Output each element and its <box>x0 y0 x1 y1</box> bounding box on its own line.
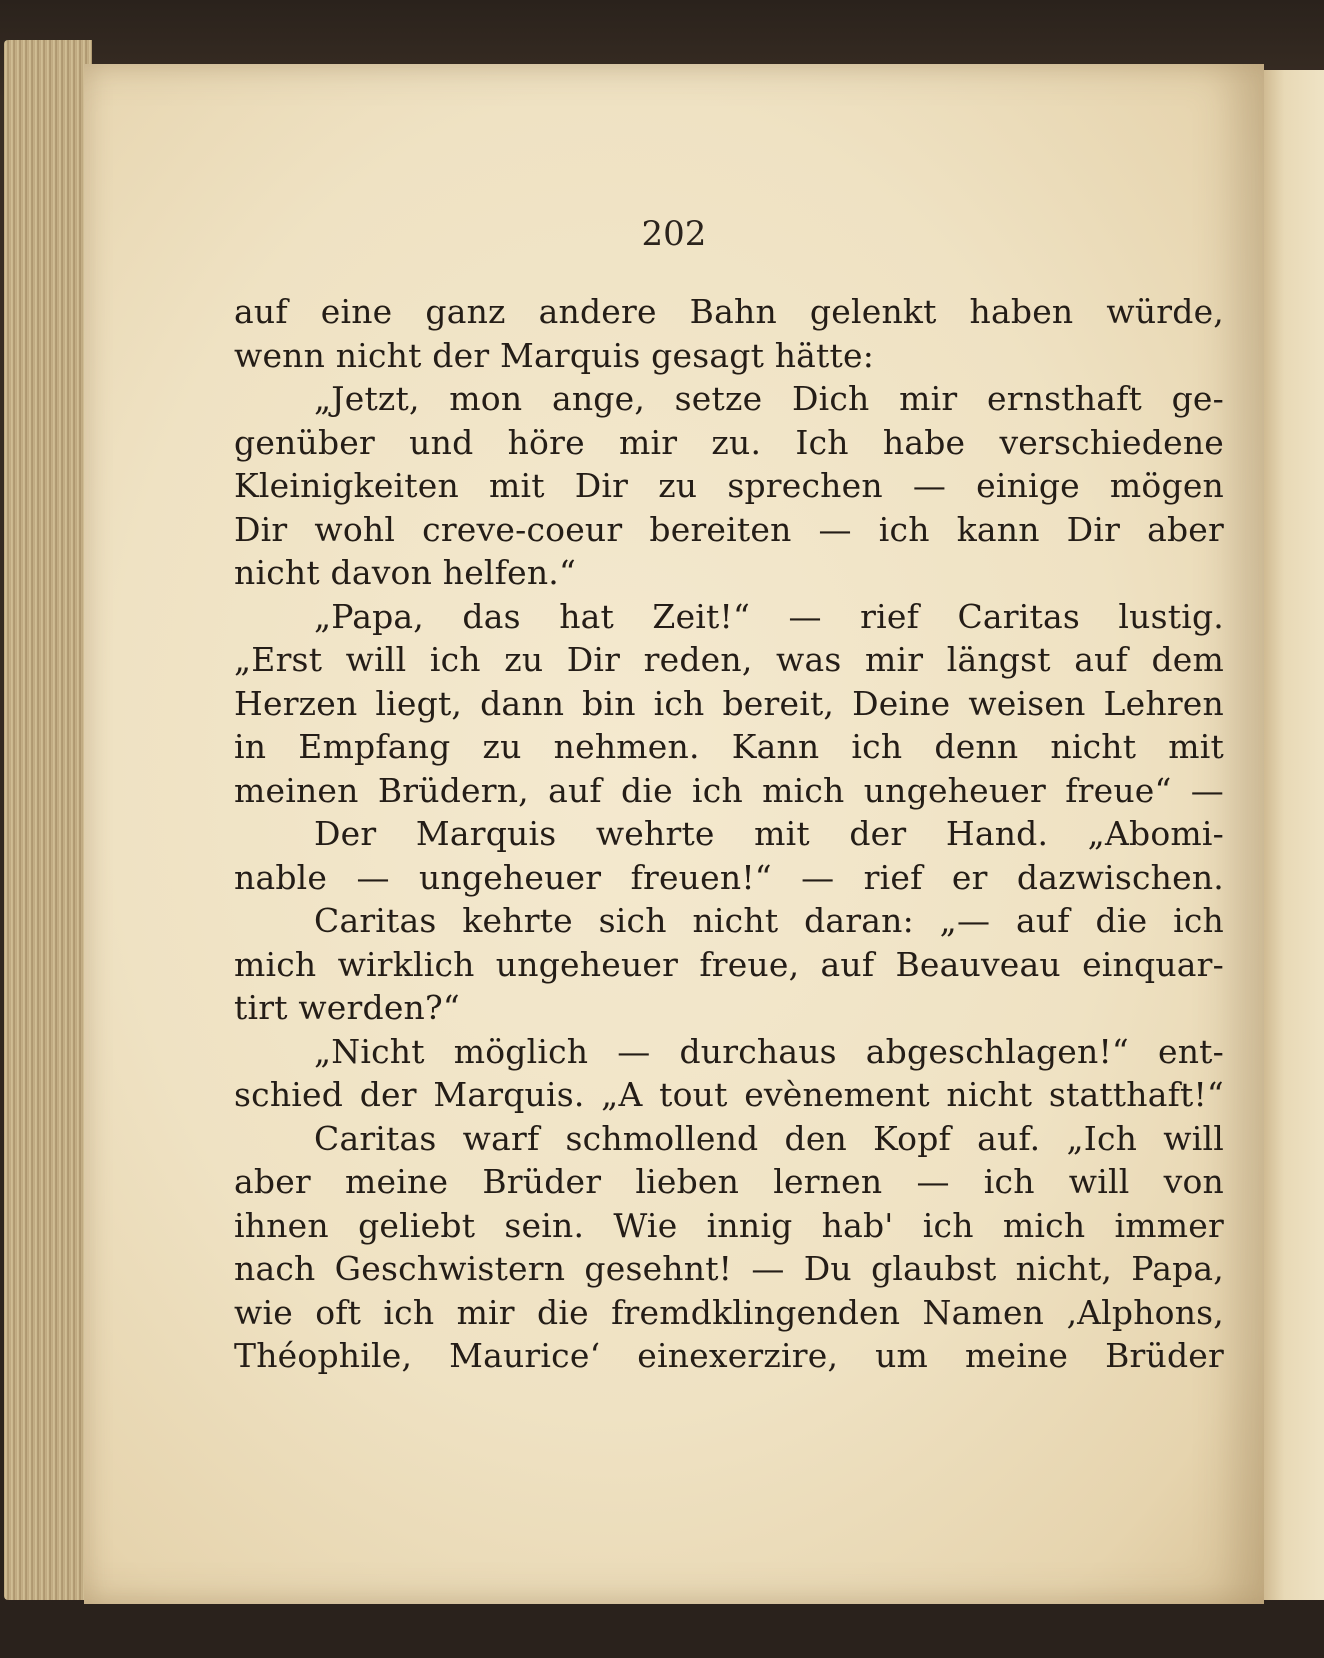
text-line: wenn nicht der Marquis gesagt hätte: <box>234 335 875 375</box>
text-line: Dir wohl creve-coeur bereiten — ich kann Dir aber <box>234 509 1224 549</box>
text-line: Théophile, Maurice‘ einexerzire, um meine Brüder <box>234 1336 1224 1375</box>
text-line: Caritas warf schmollend den Kopf auf. „Ich will <box>314 1118 1224 1158</box>
text-line: „Jetzt, mon ange, setze Dich mir ernsthaft ge- <box>314 379 1224 418</box>
text-line: genüber und höre mir zu. Ich habe verschiedene <box>234 422 1224 462</box>
text-line: „Erst will ich zu Dir reden, was mir längst auf dem <box>234 640 1224 679</box>
text-line: in Empfang zu nehmen. Kann ich denn nicht mit <box>234 727 1224 766</box>
text-line: nicht davon helfen.“ <box>234 553 577 592</box>
text-line: schied der Marquis. „A tout evènement nicht statthaft!“ <box>234 1075 1224 1114</box>
page-edges <box>4 40 92 1600</box>
text-line: meinen Brüdern, auf die ich mich ungeheuer freue“ — <box>234 770 1224 810</box>
text-line: nach Geschwistern gesehnt! — Du glaubst nicht, Papa, <box>234 1249 1224 1288</box>
body-text <box>234 290 1224 1378</box>
text-line: Kleinigkeiten mit Dir zu sprechen — einige mögen <box>234 466 1224 505</box>
text-line: ihnen geliebt sein. Wie innig hab' ich mich immer <box>234 1205 1224 1245</box>
text-line: Herzen liegt, dann bin ich bereit, Deine weisen Lehren <box>234 683 1224 723</box>
text-line: „Nicht möglich — durchaus abgeschlagen!“ ent- <box>314 1031 1224 1071</box>
text-line: „Papa, das hat Zeit!“ — rief Caritas lustig. <box>314 596 1224 636</box>
text-line: nable — ungeheuer freuen!“ — rief er dazwischen. <box>234 857 1224 897</box>
next-page-edge <box>1258 70 1324 1600</box>
text-line: Der Marquis wehrte mit der Hand. „Abomi- <box>314 814 1224 853</box>
text-line: wie oft ich mir die fremdklingenden Namen ‚Alphons, <box>234 1292 1224 1332</box>
text-line: mich wirklich ungeheuer freue, auf Beauveau einquar- <box>234 944 1224 984</box>
text-line: tirt werden?“ <box>234 988 460 1027</box>
text-line: aber meine Brüder lieben lernen — ich will von <box>234 1162 1224 1201</box>
text-line: Caritas kehrte sich nicht daran: „— auf die ich <box>314 901 1224 940</box>
book-page <box>84 64 1264 1604</box>
text-line: auf eine ganz andere Bahn gelenkt haben würde, <box>234 292 1224 331</box>
page-number: 202 <box>641 214 707 254</box>
